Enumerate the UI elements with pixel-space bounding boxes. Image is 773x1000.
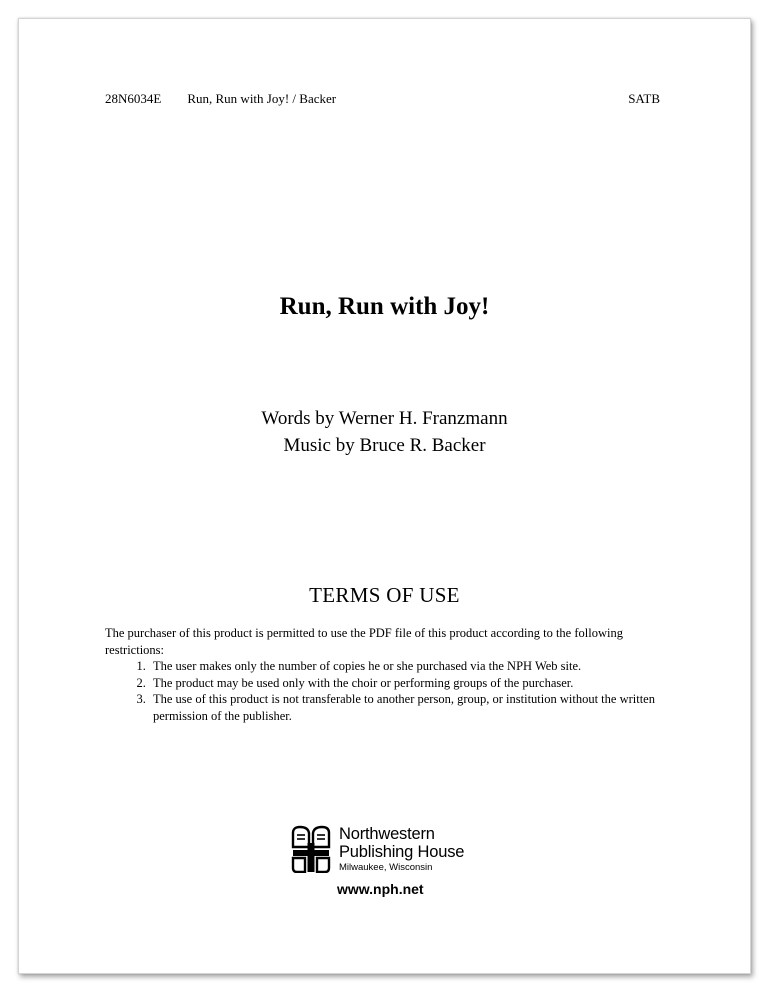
document-page [18,18,751,974]
terms-intro: The purchaser of this product is permitted to use the PDF file of this product according to the following restrictions: [105,626,623,657]
terms-item: 2. The product may be used only with the choir or performing groups of the purchaser. [149,675,660,692]
words-credit: Words by Werner H. Franzmann [261,408,508,429]
terms-item: 1. The user makes only the number of copies he or she purchased via the NPH Web site. [149,658,660,675]
music-credit: Music by Bruce R. Backer [283,435,486,456]
publisher-url[interactable]: www.nph.net [337,881,424,897]
nph-cross-book-logo-icon [291,825,331,873]
terms-body [105,625,660,724]
page-title: Run, Run with Joy! [279,293,490,320]
terms-list [105,658,660,724]
publisher-name-line1: Northwestern [339,825,435,843]
page-header [105,91,660,107]
product-code: 28N6034E [105,91,162,106]
publisher-city: Milwaukee, Wisconsin [339,862,433,873]
publisher-name-line2: Publishing House [339,843,465,861]
publisher-text [339,825,464,874]
voicing-label: SATB [628,91,660,106]
header-title: Run, Run with Joy! / Backer [187,91,337,106]
terms-item: 3. The use of this product is not transferable to another person, group, or institution without the written permission of the publisher. [149,691,660,724]
terms-heading: TERMS OF USE [309,583,460,607]
credits-block [19,405,750,459]
